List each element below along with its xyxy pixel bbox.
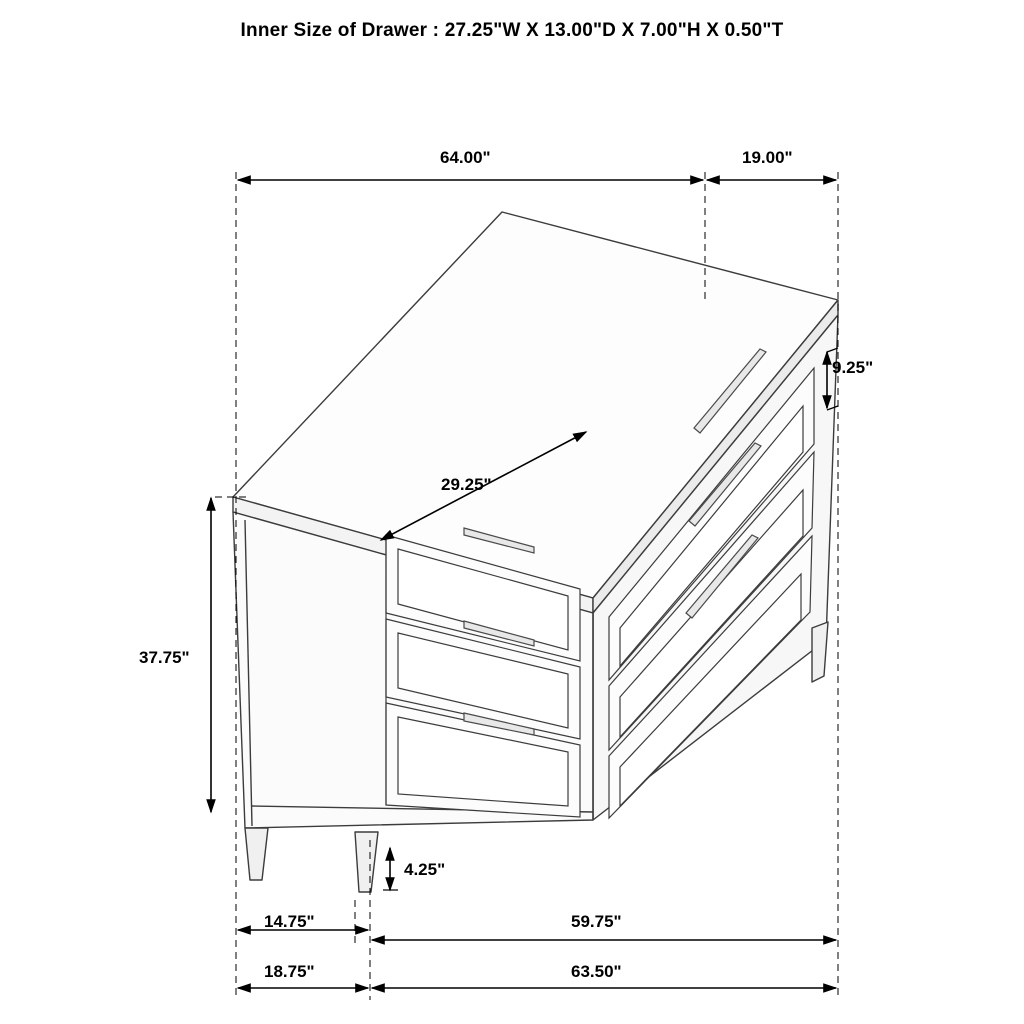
dim-label-depth-diagonal: 29.25" <box>441 475 492 494</box>
dim-label-top-right-width: 19.00" <box>742 148 793 167</box>
dim-label-base-front-width: 14.75" <box>264 912 315 931</box>
dim-label-lower-width-outer: 63.50" <box>571 962 622 981</box>
dim-label-overall-height: 37.75" <box>139 648 190 667</box>
dim-label-top-left-width: 64.00" <box>440 148 491 167</box>
dim-label-lower-width-inner: 59.75" <box>571 912 622 931</box>
dim-label-leg-height: 4.25" <box>404 860 446 879</box>
dim-label-drawer-height-right: 9.25" <box>832 358 874 377</box>
dim-label-base-total-width: 18.75" <box>264 962 315 981</box>
page-title: Inner Size of Drawer : 27.25"W X 13.00"D X 7.00"H X 0.50"T <box>240 20 784 41</box>
